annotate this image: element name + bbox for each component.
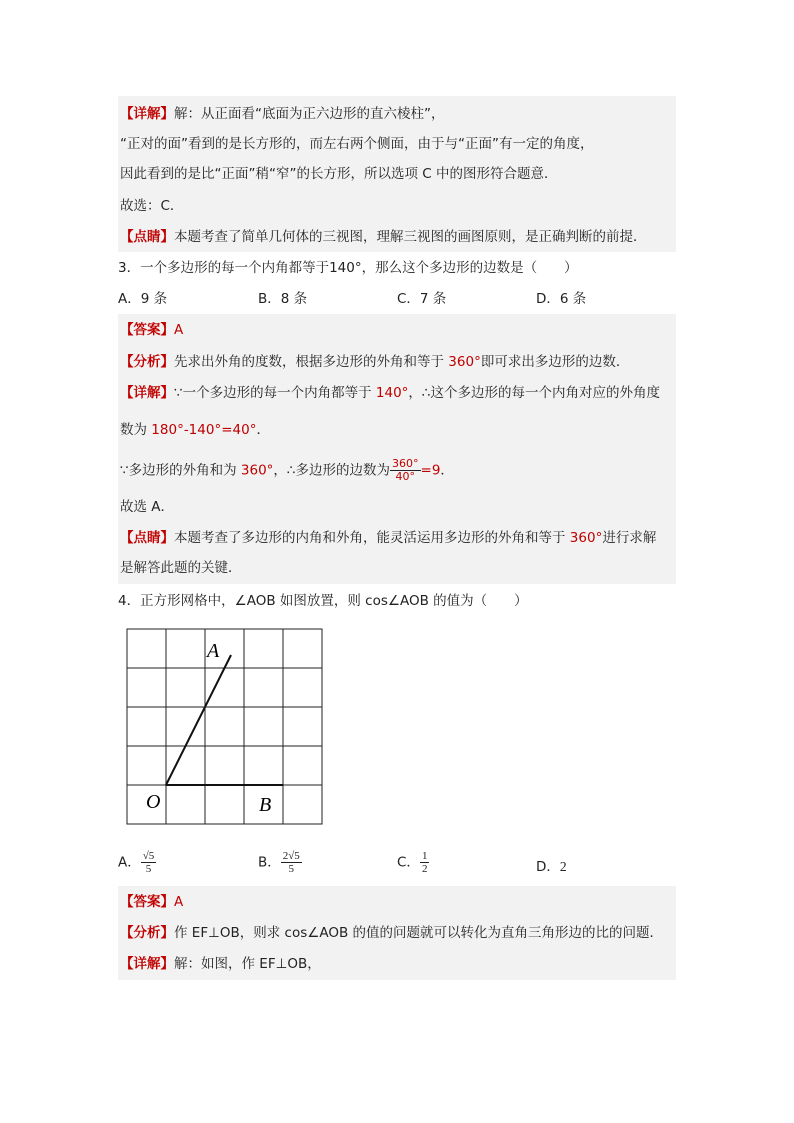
label-a: A	[207, 640, 220, 662]
q3-comment-line-2: 是解答此题的关键．	[120, 560, 242, 576]
q4-option-c: C． $\frac{1}{2}$	[397, 850, 428, 875]
label-o: O	[146, 791, 161, 813]
detail-line-2: “正对的面”看到的是长方形的，而左右两个侧面，由于与“正面”有一定的角度，	[120, 136, 594, 152]
question-4-stem: 4．正方形网格中，∠AOB 如图放置，则 cos∠AOB 的值为（ ）	[118, 593, 528, 609]
q3-option-b: B．8 条	[258, 291, 308, 307]
q3-detail-line-3: ∵多边形的外角和为 360°，∴多边形的边数为 $\frac{360^\circ}{40^\circ}$ =9．	[120, 457, 454, 483]
q4-answer-line: 【答案】A	[120, 894, 184, 910]
q3-option-a: A．9 条	[118, 291, 168, 307]
q3-option-c: C．7 条	[397, 291, 447, 307]
q4-option-d: D．2	[536, 859, 567, 875]
grid-figure	[125, 627, 325, 827]
label-b: B	[259, 794, 272, 816]
q3-detail-line-2: 数为 180°-140°=40°．	[120, 422, 270, 438]
q3-conclusion: 故选 A．	[120, 499, 175, 515]
detail-line-3: 因此看到的是比“正面”稍“窄”的长方形，所以选项 C 中的图形符合题意．	[120, 166, 558, 182]
q3-detail-line-1: 【详解】∵一个多边形的每一个内角都等于 140°，∴这个多边形的每一个内角对应的外角度	[120, 385, 661, 401]
q3-analysis-line: 【分析】先求出外角的度数，根据多边形的外角和等于 360°即可求出多边形的边数．	[120, 354, 630, 370]
comment-tag: 【点睛】	[120, 229, 174, 245]
fraction-360-over-40: $\frac{360^\circ}{40^\circ}$	[392, 457, 419, 483]
detail-line-1: 【详解】解：从正面看“底面为正六边形的直六棱柱”，	[120, 106, 445, 122]
comment-line: 【点睛】本题考查了简单几何体的三视图，理解三视图的画图原则，是正确判断的前提．	[120, 229, 647, 245]
question-3-stem: 3．一个多边形的每一个内角都等于140°，那么这个多边形的边数是（ ）	[118, 260, 578, 276]
q3-answer-line: 【答案】A	[120, 322, 184, 338]
q3-answer: A	[174, 322, 184, 338]
detail-tag: 【详解】	[120, 106, 174, 122]
q4-detail-line: 【详解】解：如图，作 EF⊥OB，	[120, 956, 321, 972]
q3-comment-line-1: 【点睛】本题考查了多边形的内角和外角，能灵活运用多边形的外角和等于 360°进行求解	[120, 530, 657, 546]
q4-answer: A	[174, 894, 184, 910]
q4-analysis-line: 【分析】作 EF⊥OB，则求 cos∠AOB 的值的问题就可以转化为直角三角形边的比的问题．	[120, 925, 664, 941]
q4-option-b: B． $\frac{2√5}{5}$	[258, 850, 300, 875]
q4-option-a: A． $\frac{√5}{5}$	[118, 850, 155, 875]
conclusion-line: 故选：C．	[120, 198, 184, 214]
q3-option-d: D．6 条	[536, 291, 587, 307]
